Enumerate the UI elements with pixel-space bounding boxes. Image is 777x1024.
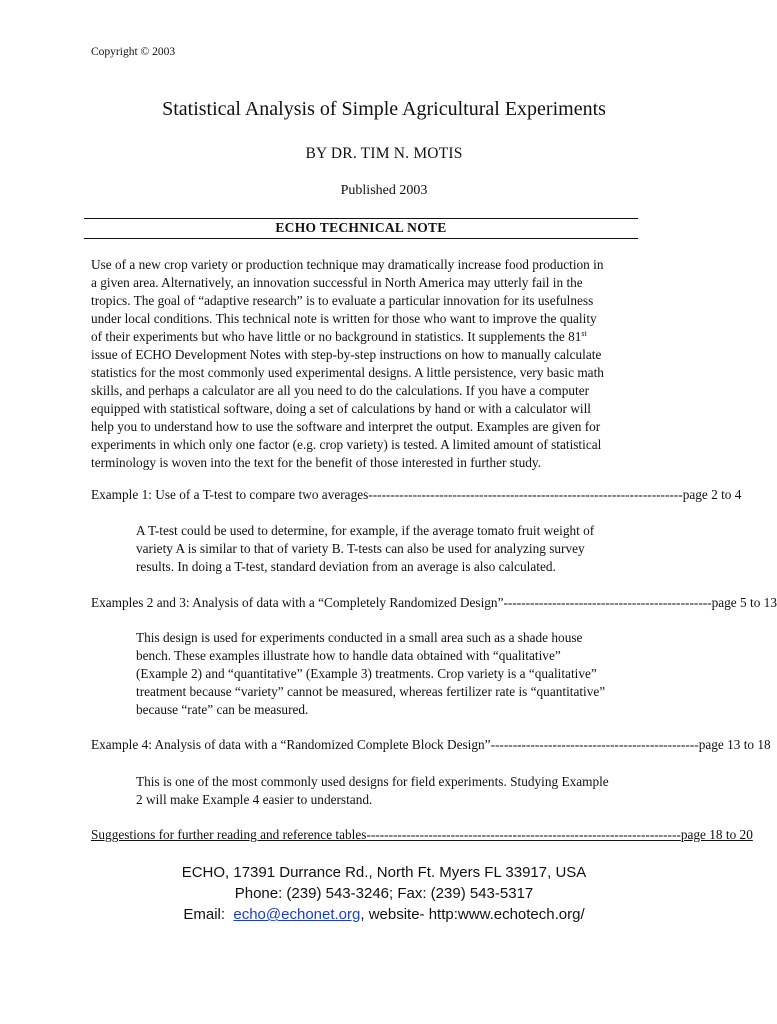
footer-contact (0, 906, 768, 923)
toc-entry-example-4 (91, 737, 771, 753)
toc-pages: page 18 to 20 (680, 827, 753, 842)
intro-line: equipped with statistical software, doing a set of calculations by hand or with a calculator will (91, 401, 591, 416)
intro-line (91, 328, 681, 346)
description-line: because “rate” can be measured. (136, 702, 309, 717)
intro-line: terminology is woven into the text for the benefit of those interested in further study. (91, 455, 542, 470)
intro-line-text: of their experiments but who have little or no background in statistics. It supplements the 81 (91, 329, 582, 344)
toc-leader: ----------------------------------------------------------------------- (368, 487, 683, 502)
description-line: (Example 2) and “quantitative” (Example 3) treatments. Crop variety is a “qualitative” (136, 666, 597, 681)
description-line: This design is used for experiments conducted in a small area such as a shade house (136, 630, 583, 645)
intro-line: experiments in which only one factor (e.g. crop variety) is tested. A limited amount of statistical (91, 437, 602, 452)
ordinal-superscript: st (581, 329, 587, 338)
description-line: bench. These examples illustrate how to handle data obtained with “qualitative” (136, 648, 561, 663)
footer-phone: Phone: (239) 543-3246; Fax: (239) 543-5317 (234, 885, 534, 902)
toc-pages: page 5 to 13 (711, 595, 777, 610)
intro-paragraph (91, 256, 681, 472)
toc-label: Example 1: Use of a T-test to compare two averages (91, 487, 369, 502)
intro-line: Use of a new crop variety or production technique may dramatically increase food production in (91, 257, 604, 272)
header-rule-top (84, 218, 638, 219)
intro-line: a given area. Alternatively, an innovation successful in North America may utterly fail in the (91, 275, 583, 290)
toc-leader: ----------------------------------------------- (503, 595, 712, 610)
copyright-notice: Copyright © 2003 (91, 46, 176, 58)
toc-label: Suggestions for further reading and reference tables (91, 827, 367, 842)
example-4-description (136, 773, 681, 809)
description-line: This is one of the most commonly used designs for field experiments. Studying Example (136, 774, 609, 789)
website-text: , website- http:www.echotech.org/ (360, 906, 585, 923)
footer-address: ECHO, 17391 Durrance Rd., North Ft. Myers FL 33917, USA (181, 864, 587, 881)
published-line: Published 2003 (340, 183, 428, 198)
intro-line: tropics. The goal of “adaptive research” is to evaluate a particular innovation for its usefulness (91, 293, 594, 308)
toc-pages: page 13 to 18 (698, 737, 771, 752)
author-line: BY DR. TIM N. MOTIS (305, 145, 463, 162)
description-line: treatment because “variety” cannot be measured, whereas fertilizer rate is “quantitative” (136, 684, 606, 699)
description-line: results. In doing a T-test, standard deviation from an average is also calculated. (136, 559, 556, 574)
toc-entry-suggestions (91, 827, 753, 843)
technical-note-header: ECHO TECHNICAL NOTE (275, 220, 447, 235)
description-line: 2 will make Example 4 easier to understand. (136, 792, 373, 807)
toc-leader: ----------------------------------------------------------------------- (366, 827, 681, 842)
toc-leader: ----------------------------------------------- (490, 737, 699, 752)
intro-line: issue of ECHO Development Notes with step-by-step instructions on how to manually calculate (91, 347, 602, 362)
document-title: Statistical Analysis of Simple Agricultural Experiments (162, 98, 606, 120)
toc-label: Examples 2 and 3: Analysis of data with a “Completely Randomized Design” (91, 595, 504, 610)
intro-line: help you to understand how to use the software and interpret the output. Examples are given for (91, 419, 601, 434)
intro-line: skills, and perhaps a calculator are all you need to do the calculations. If you have a computer (91, 383, 590, 398)
examples-2-3-description (136, 629, 681, 719)
email-label: Email: (183, 906, 234, 923)
toc-entry-examples-2-3 (91, 595, 777, 611)
toc-entry-example-1 (91, 487, 742, 503)
header-rule-bottom (84, 238, 638, 239)
toc-pages: page 2 to 4 (682, 487, 742, 502)
toc-label: Example 4: Analysis of data with a “Randomized Complete Block Design” (91, 737, 491, 752)
description-line: A T-test could be used to determine, for example, if the average tomato fruit weight of (136, 523, 595, 538)
email-link[interactable]: echo@echonet.org (233, 906, 361, 923)
intro-line: under local conditions. This technical note is written for those who want to improve the quality (91, 311, 597, 326)
example-1-description (136, 522, 681, 576)
description-line: variety A is similar to that of variety B. T-tests can also be used for analyzing survey (136, 541, 585, 556)
intro-line: statistics for the most commonly used experimental designs. A little persistence, very basic math (91, 365, 604, 380)
